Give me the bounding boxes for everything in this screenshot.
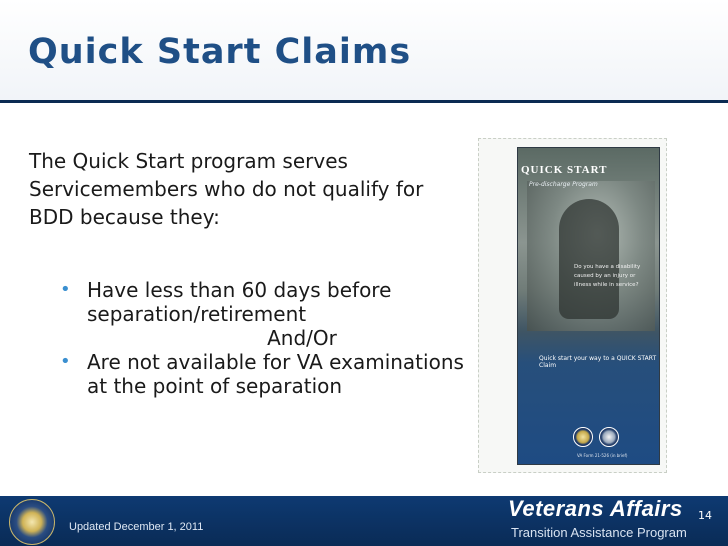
va-seal-icon [9,499,55,545]
intro-text: The Quick Start program serves Servicemembers who do not qualify for BDD because they: [29,149,424,229]
page-number: 14 [698,509,712,522]
brochure-image [478,138,667,473]
brochure-title: QUICK START [521,164,608,176]
title-bar [0,0,728,100]
footer-bar [0,496,728,546]
soldier-silhouette [559,199,619,319]
va-brand-logo: Veterans Affairs [508,496,683,521]
va-seal-icon [573,427,593,447]
brochure-subtitle: Pre-discharge Program [529,181,598,188]
updated-date: Updated December 1, 2011 [69,521,204,533]
dod-seal-icon [599,427,619,447]
bullet-item: • Have less than 60 days before separation/retirement [60,278,480,326]
program-name: Transition Assistance Program [511,525,687,540]
bullet-item: • Are not available for VA examinations at the point of separation [60,350,480,398]
brochure-footnote: VA Form 21-526 (in brief) [577,453,628,458]
connector-text: And/Or [267,326,337,350]
brochure-question: Do you have a disability caused by an injury or illness while in service? [574,264,641,288]
brochure-tagline: Quick start your way to a QUICK START Claim [539,355,657,369]
title-divider [0,100,728,103]
slide-title: Quick Start Claims [28,32,412,72]
bullet-list [60,278,480,398]
